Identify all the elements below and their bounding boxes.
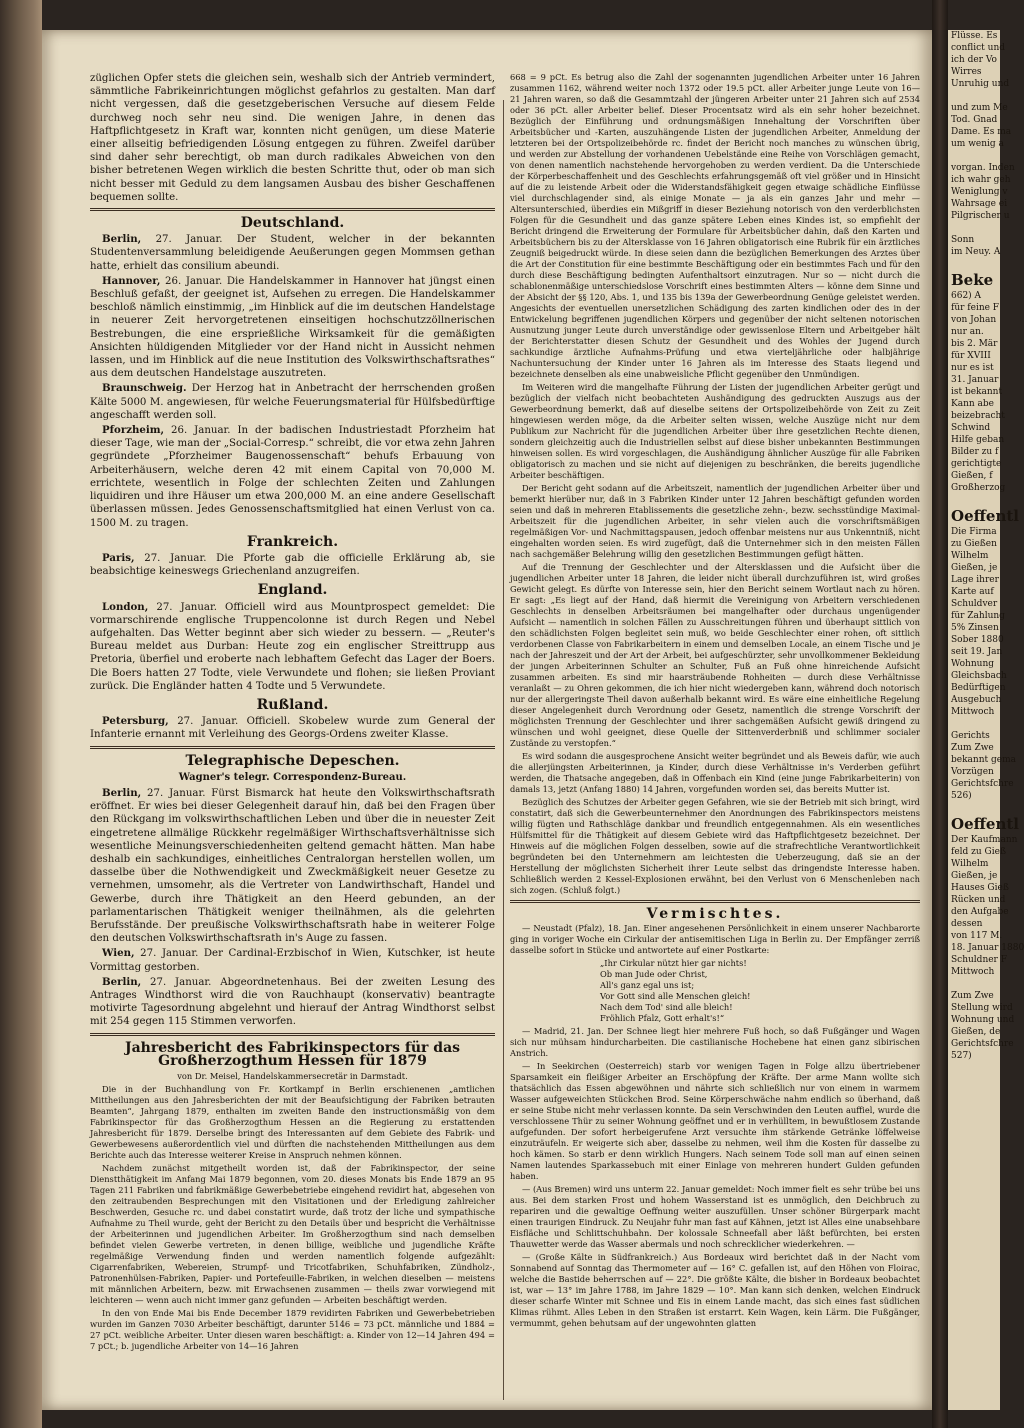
bericht-paragraph: Nachdem zunächst mitgetheilt worden ist, daß der Fabrikinspector, der seine Dienstthätigkeit im Anfang Mai 1879 begonnen, vom 20. dieses Monats bis Ende 1879 an 95 Tagen 211 Fabriken und fabrikmäßige Gewerbebetriebe eingehend revidirt hat, abgesehen von den zeitraubenden Besprechungen mit den Visitationen und der Erledigung zahlreicher Beschwerden, Gesuche rc. und dabei constatirt wurde, daß trotz der liche und sympathische Aufnahme zu Theil wurde, geht der Bericht zu den Details über und bespricht die Verhältnisse der Arbeiterinnen und jugendlichen Arbeiter. Im Großherzogthum sind nach demselben befindet vielen Gewerbe vertreten, in denen billige, weibliche und jugendliche Kräfte regelmäßige Verwendung finden und werden namentlich folgende aufgezählt: Cigarrenfabriken, Webereien, Strumpf- und Tricotfabriken, Schuhfabriken, Zündholz-, Patronenhülsen-Fabriken, Papier- und Portefeuille-Fabriken, in welchen dieselben — meistens mit männlichen Arbeitern, bezw. mit Erwachsenen zusammen — theils zwar vorwiegend mit leichteren — wenn auch nicht immer ganz gefunden — Arbeiten beschäftigt werden.: [90, 1163, 495, 1306]
telegram-berlin-1: Berlin, 27. Januar. Fürst Bismarck hat heute den Volkswirthschaftsrath eröffnet. Er wies bei dieser Gelegenheit darauf hin, daß bei den Fragen über den Rückgang im volkswirthschaftlichen Leben und über die in neuester Zeit eingetretene allmälige Rückkehr regelmäßiger Wirthschaftsverhältnisse sich wesentliche Meinungsverschiedenheiten geltend gemacht hätten. Man habe deshalb ein sachkundiges, einheitliches Centralorgan herstellen wollen, um dasselbe über die Nothwendigkeit und Zweckmäßigkeit neuer Gesetze zu vernehmen, umsomehr, als die Vertreter von Landwirthschaft, Handel und Gewerbe, durch ihre Thätigkeit an den Heerd gebunden, an der parlamentarischen Thätigkeit weniger theilnähmen, als die gelehrten Berufsstände. Der preußische Volkswirthschaftsrath habe in weiterer Folge den deutschen Volkswirthschaftsrath in's Auge zu fassen.: [90, 786, 495, 945]
next-page-fragment: Oeffentl: [951, 815, 1019, 833]
next-page-fragment: bis 2. Mär: [951, 339, 998, 349]
bericht-continued-paragraph: Es wird sodann die ausgesprochene Ansicht weiter begründet und als Beweis dafür, wie auch die allerjüngsten Arbeiterinnen, ja Kinder, durch diese Verhältnisse in's Verderben geführt werden, die Thatsache angegeben, daß in Offenbach ein Kind (eine junge Fabrikarbeiterin) von damals 13, jetzt (Anfang 1880) 14 Jahren, vorgefunden worden sei, das bereits Mutter ist.: [510, 751, 920, 794]
next-page-fragment: conflict und: [951, 43, 1006, 53]
next-page-fragment: Schuldner F: [951, 955, 1007, 965]
next-page-fragment: im Neuy. A: [951, 247, 1001, 257]
divider: [510, 900, 920, 903]
next-page-fragment: den Aufgabe: [951, 907, 1009, 917]
next-page-fragment: beizebracht: [951, 411, 1005, 421]
next-page-fragment: Gerichtsfchre: [951, 1039, 1014, 1049]
next-page-fragment: 5% Zinsen: [951, 623, 999, 633]
next-page-fragment: für Zahlung: [951, 611, 1005, 621]
next-page-fragment: Mittwoch: [951, 707, 995, 717]
next-page-fragment: Schwind: [951, 423, 991, 433]
next-page-fragment: Stellung wird: [951, 1003, 1013, 1013]
next-page-fragment: Zum Zwe: [951, 991, 994, 1001]
next-page-fragment: Karte auf: [951, 587, 994, 597]
next-page-fragment: Gerichts: [951, 731, 990, 741]
next-page-fragment: Gießen, f: [951, 471, 993, 481]
next-page-fragment: Der Kaufmann: [951, 835, 1018, 845]
article-berlin: Berlin, 27. Januar. Der Student, welcher in der bekannten Studentenversammlung beleidigende Aeußerungen gegen Mommsen gethan hatte, erhielt das consilium abeundi.: [90, 233, 496, 272]
next-page-fragment: Lage ihrer: [951, 575, 999, 585]
divider: [90, 1033, 495, 1036]
next-page-fragment: [948, 90, 1000, 102]
next-page-fragment: nur an.: [951, 327, 984, 337]
next-page-fragment: Weniglung v: [951, 187, 1008, 197]
next-page-fragment: Oeffentl: [951, 507, 1019, 525]
divider: [90, 746, 495, 749]
next-page-fragment: [948, 494, 1000, 506]
next-page-fragment: bekannt gema: [951, 755, 1016, 765]
next-page-fragment: dessen: [951, 919, 983, 929]
next-page-fragment: von 117 M.: [951, 931, 1003, 941]
next-page-fragment: vorgan. Inden: [951, 163, 1015, 173]
news-item: — Madrid, 21. Jan. Der Schnee liegt hier mehrere Fuß hoch, so daß Fußgänger und Wagen sich nur mühsam hindurcharbeiten. Die castilianische Hochebene hat einen ganz sibirischen Anstrich.: [510, 1026, 920, 1058]
next-page-fragment: Gießen, je: [951, 871, 998, 881]
news-item: — (Aus Bremen) wird uns unterm 22. Januar gemeldet: Noch immer fielt es sehr trübe bei uns aus. Bei dem starken Frost und hohem Wasserstand ist es unmöglich, den Deichbruch zu repariren und die gewaltige Oeffnung weiter auszufüllen. Unser schöner Bürgerpark macht einen traurigen Eindruck. Zu Neujahr fuhr man fast auf Kähnen, jetzt ist Alles eine unabsehbare Eisfläche und Schlittschuhbahn. Der kolossale Schneefall aber läßt befürchten, bei ersten Thauwetter werde das Wasser abermals und noch schrecklicher wiederkehren. —: [510, 1184, 920, 1249]
next-page-fragment: Gleichsbach: [951, 671, 1007, 681]
fortsetzung-note: (Schluß folgt.): [559, 885, 621, 895]
dateline: Berlin,: [102, 975, 142, 988]
dateline: Berlin,: [102, 786, 142, 799]
next-page-fragment: Sober 1880: [951, 635, 1004, 645]
bericht-continued-paragraph: 668 = 9 pCt. Es betrug also die Zahl der sogenannten jugendlichen Arbeiter unter 16 Jahren zusammen 1162, während weiter noch 1372 oder 19.5 pCt. aller Arbeiter junge Leute von 16—21 Jahren waren, so daß die Gesammtzahl der jüngeren Arbeiter unter 21 Jahren sich auf 2534 oder 36 pCt. aller Arbeiter belief. Dieser Procentsatz wird als ein sehr hoher bezeichnet. Bezüglich der Einführung und ordnungsmäßigen Innehaltung der Vorschriften über Arbeitsbücher und -Karten, auszuhängende Listen der jugendlichen Arbeiter, Anmeldung der letzteren bei der Ortspolizeibehörde rc. findet der Bericht noch manches zu wünschen übrig, und werden zur Abstellung der vorhandenen Uebelstände eine Reihe von Vorschlägen gemacht, von denen namentlich nachstehende hervorgehoben zu werden verdient. Da die Unterschiede der Körperbeschaffenheit und des Geschlechts erfahrungsgemäß oft viel größer und in Hinsicht auf die zu leistende Arbeit oder die Widerstandsfähigkeit gegen etwaige schädliche Einflüsse viel durchschlagender sind, als einige Monate — ja als ein ganzes Jahr und mehr — Altersunterschied, überdies ein Mißgriff in dieser Beziehung notorisch von den verderblichsten Folgen für die Gesundheit und das ganze spätere Leben eines Kindes ist, so empfiehlt der Bericht dringend die Erweiterung der Formulare für Arbeitsbücher dahin, daß den Karten und Arbeitsbüchern bis zu der Altersklasse von 16 Jahren obligatorisch eine Rubrik für ein ärztliches Zeugniß beigedruckt würde. In diese seien dann die bezüglichen Bemerkungen des Arztes über die Art der Constitution für eine bestimmte Beschäftigung oder ein bestimmtes Fach und für den durch diese Beschäftigung bedingten Aufenthaltsort einzutragen. Nur so — nicht durch die schablonenmäßige unterschiedslose Vorschrift eines bestimmten Alters — könne dem Sinne und der Absicht der §§ 120, Abs. 1, und 135 bis 139a der Gewerbeordnung Genüge geleistet werden. Angesichts der eventuellen unersetzlichen Schädigung des zarten kindlichen oder des in der Entwickelung begriffenen jugendlichen Körpers und gegenüber der nicht seltenen notorischen Ausnutzung junger Leute durch unverständige oder gewissenlose Eltern und Arbeitgeber hält der Berichterstatter diesen Schutz der Gesundheit und des Wohles der Jugend durch sachkundige ärztliche Aufnahms-Prüfung und etwa vierteljährliche oder halbjährige Nachuntersuchung der Kinder unter 16 Jahren als im Interesse des Staats liegend und bezeichnete denselben als eine unabweisliche Pflicht gegenüber den Unmündigen.: [510, 72, 920, 379]
next-page-fragment: 526): [951, 791, 972, 801]
article-petersburg: Petersburg, 27. Januar. Officiell. Skobelew wurde zum General der Infanterie ernannt mit Verleihung des Georgs-Ordens zweiter Klasse.: [90, 715, 495, 741]
next-page-fragment: Wahrsage ei: [951, 199, 1008, 209]
bericht-continued-paragraph: Der Bericht geht sodann auf die Arbeitszeit, namentlich der jugendlichen Arbeiter über und bemerkt hierüber nur, daß in 3 Fabriken Kinder unter 12 Jahren beschäftigt gefunden worden seien und daß in mehreren Etablissements die gesetzliche zehn-, bezw. sechsstündige Maximal-Arbeitszeit für die jugendlichen Arbeiter, in sehr vielen auch die vorschriftsmäßigen regelmäßigen Vor- und Nachmittagspausen, jedoch offenbar meistens nur aus Unkenntniß, nicht eingehalten worden seien. Es wird zugefügt, daß die Unternehmer sich in den meisten Fällen nach sachgemäßer Belehrung willig den gesetzlichen Bestimmungen gefügt hätten.: [510, 483, 920, 559]
next-page-fragment: Hilfe geban: [951, 435, 1005, 445]
next-page-fragment: um wenig a: [951, 139, 1004, 149]
bericht-paragraph: Die in der Buchhandlung von Fr. Kortkampf in Berlin erschienenen „amtlichen Mittheilungen aus den Jahresberichten der mit der Beaufsichtigung der Fabriken betrauten Beamten“, Jahrgang 1879, enthalten im zweiten Bande den instructionsmäßig von dem Fabrikinspector für das Großherzogthum Hessen an die Regierung zu erstattenden Jahresbericht für 1879. Derselbe bringt des Interessanten auf dem Gebiete des Fabrik- und Gewerbewesens außerordentlich viel und dürften die nachstehenden Mittheilungen aus dem Berichte auch das Interesse weiterer Kreise in Anspruch nehmen können.: [90, 1084, 495, 1161]
dateline: Paris,: [102, 551, 135, 564]
next-page-fragment: und zum Me: [951, 103, 1008, 113]
intro-paragraph: züglichen Opfer stets die gleichen sein, weshalb sich der Antrieb vermindert, sämmtliche Fabrikeinrichtungen möglichst gefahrlos zu gestalten. Man darf nicht vergessen, daß die gesetzgeberischen Versuche auf diesem Felde durchweg noch sehr neu sind. Die wenigen Jahre, in denen das Haftpflichtgesetz in Kraft war, konnten nicht genügen, um diese Materie einer allseitig befriedigenden Lösung entgegen zu führen. Zweifel darüber sind daher sehr berechtigt, ob man durch radikales Abweichen von den bisher betretenen Wegen wirklich die besten Schritte thut, oder ob man sich nicht besser mit Geduld zu dem langsamen Ausbau des bisher Geschaffenen bequemen sollte.: [90, 73, 495, 203]
next-page-fragment: [948, 802, 1000, 814]
news-item: — Neustadt (Pfalz), 18. Jan. Einer angesehenen Persönlichkeit in einem unserer Nachbarorte ging in voriger Woche ein Cirkular der antisemitischen Liga in Berlin zu. Der Empfänger zerriß dasselbe sofort in Stücke und antwortete auf einer Postkarte:: [510, 923, 920, 955]
next-page-edge: [948, 30, 1024, 1410]
next-page-fragment: Mittwoch: [951, 967, 995, 977]
next-page-fragment: für feine F: [951, 303, 1000, 313]
next-page-fragment: Wirres: [951, 67, 982, 77]
subheading-wagner-bureau: Wagner's telegr. Correspondenz-Bureau.: [178, 771, 407, 783]
next-page-fragment: feld zu Gieß: [951, 847, 1006, 857]
next-page-fragment: gerichtigte: [951, 459, 1002, 469]
next-page-fragment: Beke: [951, 271, 994, 289]
next-page-fragment: Großherzog: [951, 483, 1006, 493]
heading-vermischtes: Vermischtes.: [646, 906, 784, 922]
next-page-fragment: Rücken und: [951, 895, 1006, 905]
poem: „Ihr Cirkular nützt hier gar nichts! Ob man Jude oder Christ, All's ganz egal uns ist; Vor Gott sind alle Menschen gleich! Nach dem Tod' sind alle bleich! Fröhlich Pfalz, Gott erhalt's!“: [600, 958, 751, 1023]
next-page-fragment: ich der Vo: [951, 55, 997, 65]
dateline: Braunschweig.: [102, 382, 187, 395]
next-page-fragment: Gießen, de: [951, 1027, 1001, 1037]
next-page-fragment: 31. Januar: [951, 375, 999, 385]
column-rule: [503, 100, 504, 1400]
dateline: Berlin,: [102, 233, 142, 246]
next-page-fragment: [948, 258, 1000, 270]
next-page-fragment: [948, 978, 1000, 990]
next-page-fragment: Zum Zwe: [951, 743, 994, 753]
page-gutter: [932, 0, 948, 1428]
heading-telegraphische-depeschen: Telegraphische Depeschen.: [185, 752, 400, 769]
dateline: Hannover,: [102, 274, 161, 287]
bericht-continued-paragraph: Bezüglich des Schutzes der Arbeiter gegen Gefahren, wie sie der Betrieb mit sich bringt, wird constatirt, daß sich die Gewerbeunternehmer den Anordnungen des Fabrikinspectors meistens willig fügten und Rathschläge dankbar und freundlich entgegennahmen. Als ein wesentliches Hülfsmittel für die Thätigkeit auf diesem Gebiete wird das Haftpflichtgesetz bezeichnet. Der Hinweis auf die möglichen Folgen desselben, sowie auf die strafrechtliche Verantwortlichkeit begründeten bei den Unternehmern am leichtesten die Ueberzeugung, daß sie an der Herstellung der möglichsten Sicherheit ihrer Leute selbst das dringendste Interesse haben. Schließlich werden 2 Kessel-Explosionen erwähnt, bei den Verlust von 6 Menschenleben nach sich zogen. (Schluß folgt.): [510, 797, 920, 895]
bericht-continued-paragraph: Auf die Trennung der Geschlechter und der Altersklassen und die Aufsicht über die jugendlichen Arbeiter unter 18 Jahren, die leider nicht überall durchzuführen ist, wird großes Gewicht gelegt. Es dürfte von Interesse sein, hier den Bericht seinem Wortlaut nach zu hören. Er sagt: „Es liegt auf der Hand, daß hiermit die Vereinigung von Arbeitern verschiedenen Geschlechts in denselben Arbeitsräumen bei mangelhafter oder durchaus ungenügender Aufsicht — namentlich in solchen Fällen zu Ausschreitungen führen und überhaupt sittlich von den schädlichsten Folgen begleitet sein muß, wo beide Geschlechter einer rohen, oft sittlich verdorbenen Classe von Fabrikarbeitern in einem und demselben Locale, an einem Tische und je nach der Jahreszeit und der Art der Arbeit, bei aufgeschürzter, sehr unvollkommener Bekleidung der jungen Arbeiterinnen Schulter an Schulter, Fuß an Fuß ohne hinreichende Aufsicht zusammen arbeiten. Es sind mir haarsträubende Rohheiten — durch diese Verhältnisse veranlaßt — zu Ohren gekommen, die ich hier nicht wiedergeben kann, während doch notorisch nur der allergeringste Theil davon außerhalb bekannt wird. Es wäre eine einheitliche Regelung dieser Angelegenheit durch Verordnung oder Gesetz, namentlich die strenge Vorschrift der möglichsten Trennung der Geschlechter und ihrer sachgemäßen Aufsicht gewiß dringend zu wünschen und wohl geeignet, diese Quelle der Sittenverderbniß und schlimmer socialer Zustände zu verstopfen.“: [510, 562, 920, 748]
next-page-fragment: [948, 718, 1000, 730]
next-page-fragment: Pilgrischer u: [951, 211, 1010, 221]
next-page-fragment: 662) A: [951, 291, 982, 301]
next-page-fragment: 527): [951, 1051, 972, 1061]
next-page-fragment: Die Firma: [951, 527, 997, 537]
article-pforzheim: Pforzheim, 26. Januar. In der badischen Industriestadt Pforzheim hat dieser Tage, wie man der „Social-Corresp.“ schreibt, die vor etwa zehn Jahren gegründete „Pforzheimer Baugenossenschaft“ behufs Erbauung von Arbeiterhäusern, welche deren 42 mit einem Capital von 70,000 M. errichtete, wesentlich in Folge der schlechten Zeiten und Zahlungen liquidiren und ihre Häuser um etwa 200,000 M. an eine andere Gesellschaft überlassen müssen. Jedes Genossenschaftsmitglied hat einen Verlust von ca. 1500 M. zu tragen.: [90, 424, 495, 529]
left-column: [90, 72, 495, 1354]
next-page-fragment: [948, 150, 1000, 162]
next-page-fragment: [948, 222, 1000, 234]
next-page-fragment: ich wahr geh: [951, 175, 1011, 185]
bericht-paragraph: In den von Ende Mai bis Ende December 1879 revidirten Fabriken und Gewerbebetrieben wurden im Ganzen 7030 Arbeiter beschäftigt, darunter 5146 = 73 pCt. männliche und 1884 = 27 pCt. weibliche Arbeiter. Unter diesen waren beschäftigt: a. Kinder von 12—14 Jahren 494 = 7 pCt.; b. jugendliche Arbeiter von 14—16 Jahren: [90, 1308, 495, 1352]
next-page-fragment: Gerichtsfchre: [951, 779, 1014, 789]
bericht-body: [90, 1084, 495, 1352]
article-london: London, 27. Januar. Officiell wird aus Mountprospect gemeldet: Die vormarschirende englische Truppencolonne ist durch Regen und Nebel aufgehalten. Das Wetter beginnt aber sich wieder zu bessern. — „Reuter's Bureau meldet aus Durban: Heute zog ein englischer Streittrupp aus Pretoria, überfiel und eroberte nach lebhaftem Gefecht das Lager der Boers. Die Boers hatten 27 Todte, viele Verwundete und flohen; sie ließen Proviant zurück. Die Engländer hatten 4 Todte und 5 Verwundete.: [90, 600, 495, 692]
article-hannover: Hannover, 26. Januar. Die Handelskammer in Hannover hat jüngst einen Beschluß gefaßt, der geeignet ist, Aufsehen zu erregen. Die Handelskammer beschloß nämlich einstimmig, „im Hinblick auf die im deutschen Handelstage in neuerer Zeit hervorgetretenen einseitigen hochschutzzöllnerischen Bestrebungen, die eine ersprießliche Wirksamkeit für die gemäßigten Ansichten hüldigenden Mitglieder vor der Hand nicht in Aussicht nehmen lassen, und im Hinblick auf die neue Institution des Volkswirthschaftsrathes“ aus dem deutschen Handelstage auszutreten.: [90, 274, 495, 380]
next-page-fragment: Schuldver: [951, 599, 998, 609]
heading-russland: Rußland.: [256, 696, 329, 713]
telegram-berlin-2: Berlin, 27. Januar. Abgeordnetenhaus. Bei der zweiten Lesung des Antrages Windthorst wird die von Rauchhaupt (konservativ) beantragte motivirte Tagesordnung abgelehnt und hierauf der Antrag Windthorst selbst mit 254 gegen 115 Stimmen verworfen.: [90, 975, 495, 1028]
next-page-fragment: Flüsse. Es: [951, 31, 998, 41]
next-page-fragment: nur es ist: [951, 363, 994, 373]
next-page-fragment: Wilhelm: [951, 859, 989, 869]
next-page-fragment: ist bekannt: [951, 387, 1003, 397]
divider: [90, 208, 495, 211]
next-page-fragment: Wohnung und: [951, 1015, 1015, 1025]
heading-deutschland: Deutschland.: [240, 215, 345, 232]
dateline: Pforzheim,: [102, 424, 165, 437]
book-binding: [0, 0, 42, 1428]
next-page-fragment: Sonn: [951, 235, 975, 245]
dateline: Wien,: [102, 947, 135, 960]
dateline: Petersburg,: [102, 715, 169, 728]
next-page-fragment: zu Gießen: [951, 539, 997, 549]
next-page-fragment: Vorzügen: [951, 767, 994, 777]
next-page-fragment: von Johan: [951, 315, 997, 325]
next-page-fragment: für XVIII: [951, 351, 991, 361]
bericht-continued-paragraph: Im Weiteren wird die mangelhafte Führung der Listen der jugendlichen Arbeiter gerügt und bezüglich der vielfach nicht beobachteten Aushändigung des gedruckten Auszugs aus der Gewerbeordnung bemerkt, daß auf dieselbe seitens der Ortspolizeibehörde von Zeit zu Zeit hingewiesen werden möge, da die Arbeiter selten wissen, welche Auszüge nicht nur dem Publikum zur Nachricht für die jugendlichen Arbeiter über ihre gesetzlichen Rechte dienen, sondern gleichzeitig auch die Industriellen selbst auf diese bisher unbekannten Bestimmungen hinweisen sollen. Es wird vorgeschlagen, die Aushändigung ähnlicher Auszüge für alle Fabriken obligatorisch zu machen und sie nicht auf diejenigen zu beschränken, die bereits jugendliche Arbeiter beschäftigen.: [510, 382, 920, 480]
next-page-fragment: Hauses Gieß: [951, 883, 1009, 893]
next-page-fragment: Bilder zu f: [951, 447, 999, 457]
bericht-author: von Dr. Meisel, Handelskammersecretär in Darmstadt.: [177, 1071, 408, 1082]
next-page-fragment: seit 19. Jan: [951, 647, 1003, 657]
heading-jahresbericht: Jahresbericht des Fabrikinspectors für das Großherzogthum Hessen für 1879: [124, 1039, 461, 1069]
next-page-fragment: Unruhig und: [951, 79, 1010, 89]
heading-england: England.: [257, 582, 328, 599]
next-page-fragment: Wohnung: [951, 659, 995, 669]
next-page-fragment: 18. Januar 1880: [951, 943, 1024, 953]
next-page-fragment: Wilhelm: [951, 551, 989, 561]
dateline: London,: [102, 600, 149, 613]
next-page-fragment: Gießen, je: [951, 563, 998, 573]
news-item: — (Große Kälte in Südfrankreich.) Aus Bordeaux wird berichtet daß in der Nacht vom Sonnabend auf Sonntag das Thermometer auf — 16° C. gefallen ist, auf den Höhen von Floirac, welche die Bastide beherrschen auf — 22°. Die größte Kälte, die bisher in Bordeaux beobachtet ist, war — 13° im Jahre 1788, im Jahre 1829 — 10°. Man kann sich denken, welchen Eindruck dieser scharfe Winter mit Schnee und Eis in einem Lande macht, das sich eines fast südlichen Klimas rühmt. Alles Leben in den Straßen ist erstarrt. Kein Wagen, kein Lärm. Die Fußgänger, vermummt, gehen behutsam auf der ungewohnten glatten: [510, 1252, 920, 1328]
right-column: [510, 72, 920, 1331]
article-braunschweig: Braunschweig. Der Herzog hat in Anbetracht der herrschenden großen Kälte 5000 M. angewiesen, für welche Feuerungsmaterial für Hülfsbedürftige angeschafft werden soll.: [90, 382, 495, 421]
news-item: — In Seekirchen (Oesterreich) starb vor wenigen Tagen in Folge allzu übertriebener Sparsamkeit ein fleißiger Arbeiter an Erschöpfung der Kräfte. Der arme Mann wollte sich thatsächlich das Essen abgewöhnen und nährte sich schließlich nur von einem in warmem Wasser aufgeweichten Stückchen Brod. Seine Körperschwäche nahm endlich so überhand, daß er seine Stube nicht mehr verlassen konnte. Da sein Verschwinden den Leuten auffiel, wurde die verschlossene Thür zu seiner Wohnung geöffnet und er in verhülltem, in bewußtlosem Zustande aufgefunden. Der sofort herbeigerufene Arzt versuchte ihm stärkende Getränke löffelweise einzuträufeln. Er weigerte sich aber, dasselbe zu nehmen, weil ihm die Kosten für dasselbe zu hoch kämen. So starb er denn wirklich Hungers. Nach seinem Tode soll man auf einen seinen Namen lautendes Sparkassebuch mit einer Einlage von mehreren hundert Gulden gefunden haben.: [510, 1061, 920, 1181]
next-page-fragment: Bedürftigen: [951, 683, 1006, 693]
article-paris: Paris, 27. Januar. Die Pforte gab die officielle Erklärung ab, sie beabsichtige keineswegs Griechenland anzugreifen.: [90, 551, 495, 578]
next-page-fragment: Tod. Gnad: [951, 115, 998, 125]
heading-frankreich: Frankreich.: [246, 533, 339, 550]
next-page-fragment: Kann abe: [951, 399, 994, 409]
next-page-fragment: Ausgebuch: [951, 695, 1002, 705]
telegram-wien: Wien, 27. Januar. Der Cardinal-Erzbischof in Wien, Kutschker, ist heute Vormittag gestorben.: [90, 947, 495, 973]
next-page-fragment: Dame. Es ma: [951, 127, 1012, 137]
